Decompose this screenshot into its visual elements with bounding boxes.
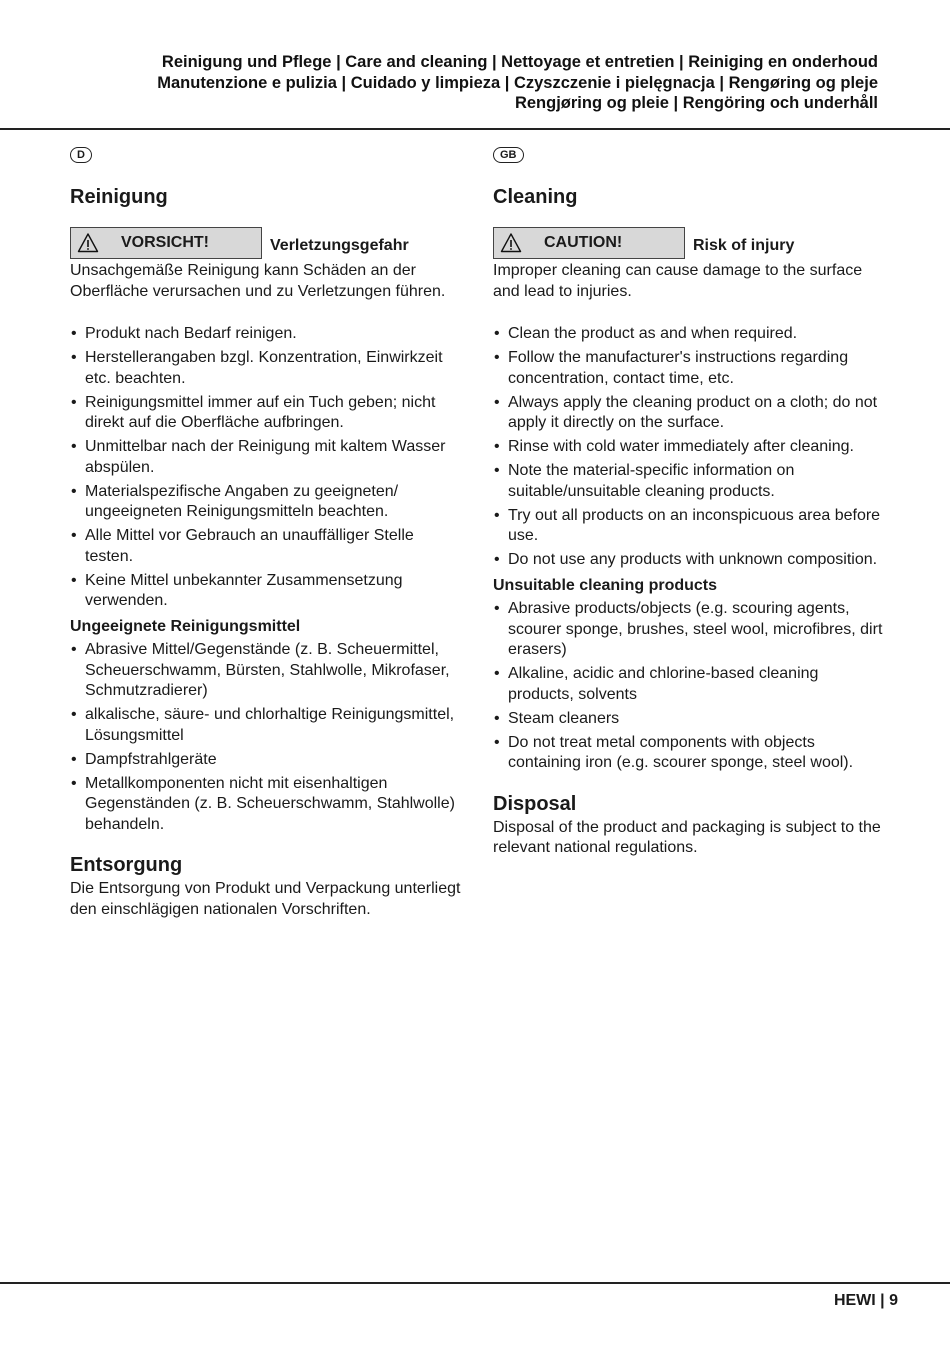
page-number: HEWI | 9 [833,1292,898,1309]
list-item: • Materialspezifische Angaben zu geeigneten/ ungeeigneten Reinigungsmitteln beachten. [70,482,465,523]
list-item: • Keine Mittel unbekannter Zusammensetzung verwenden. [70,571,465,612]
list-item: • Produkt nach Bedarf reinigen. [70,324,465,345]
header-line-2: Manutenzione e pulizia | Cuidado y limpieza | Czyszczenie i pielęgnacja | Rengøring og pleje [157,73,878,92]
section-title-cleaning-gb: Cleaning [493,186,578,208]
list-item: • Do not use any products with unknown composition. [493,550,888,571]
disposal-text-gb: Disposal of the product and packaging is subject to the relevant national regulations. [493,818,881,856]
list-item: • Alle Mittel vor Gebrauch an unauffälliger Stelle testen. [70,526,465,567]
language-badge-gb: GB [493,147,524,163]
list-item: • Abrasive Mittel/Gegenstände (z. B. Scheuermittel, Scheuerschwamm, Bürsten, Stahlwolle, Mikrofaser, Schmutzradierer) [70,640,465,702]
disposal-text-de: Die Entsorgung von Produkt und Verpackung unterliegt den einschlägigen nationalen Vorschriften. [70,880,461,918]
warning-label-gb: CAUTION! [544,234,623,251]
warning-box-de [70,227,262,259]
warning-description-de: Verletzungsgefahr [270,237,409,254]
list-item: • Clean the product as and when required. [493,324,888,345]
warning-description-gb: Risk of injury [693,237,795,254]
german-column [70,145,465,920]
list-item: • Alkaline, acidic and chlorine-based cleaning products, solvents [493,664,888,705]
warning-row-gb [493,227,888,259]
list-item: • alkalische, säure- und chlorhaltige Reinigungsmittel, Lösungsmittel [70,705,465,746]
page-header [157,52,878,114]
list-item: • Steam cleaners [493,709,888,730]
disposal-title-de: Entsorgung [70,854,183,876]
intro-text-gb: Improper cleaning can cause damage to the surface and lead to injuries. [493,262,863,300]
list-item: • Try out all products on an inconspicuous area before use. [493,506,888,547]
list-item: • Rinse with cold water immediately after cleaning. [493,437,888,458]
list-item: • Always apply the cleaning product on a cloth; do not apply it directly on the surface. [493,393,888,434]
list-item: • Metallkomponenten nicht mit eisenhaltigen Gegenständen (z. B. Scheuerschwamm, Stahlwolle) behandeln. [70,774,465,836]
list-item: • Follow the manufacturer's instructions regarding concentration, contact time, etc. [493,348,888,389]
warning-triangle-icon [77,232,99,254]
list-item: • Do not treat metal components with objects containing iron (e.g. scourer sponge, steel wool). [493,733,888,774]
instruction-list-de [70,324,465,612]
list-item: • Dampfstrahlgeräte [70,750,465,771]
english-column [493,145,888,859]
header-line-3: Rengjøring og pleie | Rengöring och underhåll [514,94,878,112]
unsuitable-list-gb [493,599,888,774]
warning-triangle-icon [500,232,522,254]
unsuitable-title-de: Ungeeignete Reinigungsmittel [70,617,301,635]
warning-label-de: VORSICHT! [121,234,209,251]
footer-divider [0,1282,950,1284]
list-item: • Unmittelbar nach der Reinigung mit kaltem Wasser abspülen. [70,437,465,478]
list-item: • Reinigungsmittel immer auf ein Tuch geben; nicht direkt auf die Oberfläche aufbringen. [70,393,465,434]
header-divider [0,128,950,130]
warning-row-de [70,227,465,259]
language-badge-de: D [70,147,92,163]
header-line-1: Reinigung und Pflege | Care and cleaning | Nettoyage et entretien | Reiniging en onderhoud [161,53,878,71]
list-item: • Herstellerangaben bzgl. Konzentration, Einwirkzeit etc. beachten. [70,348,465,389]
intro-text-de: Unsachgemäße Reinigung kann Schäden an der Oberfläche verursachen und zu Verletzungen führen. [70,262,446,300]
list-item: • Note the material-specific information on suitable/unsuitable cleaning products. [493,461,888,502]
instruction-list-gb [493,324,888,571]
section-title-cleaning-de: Reinigung [70,186,168,208]
list-item: • Abrasive products/objects (e.g. scouring agents, scourer sponge, brushes, steel wool, microfibres, dirt erasers) [493,599,888,661]
unsuitable-title-gb: Unsuitable cleaning products [493,576,718,594]
unsuitable-list-de [70,640,465,835]
warning-box-gb [493,227,685,259]
disposal-title-gb: Disposal [493,792,577,815]
